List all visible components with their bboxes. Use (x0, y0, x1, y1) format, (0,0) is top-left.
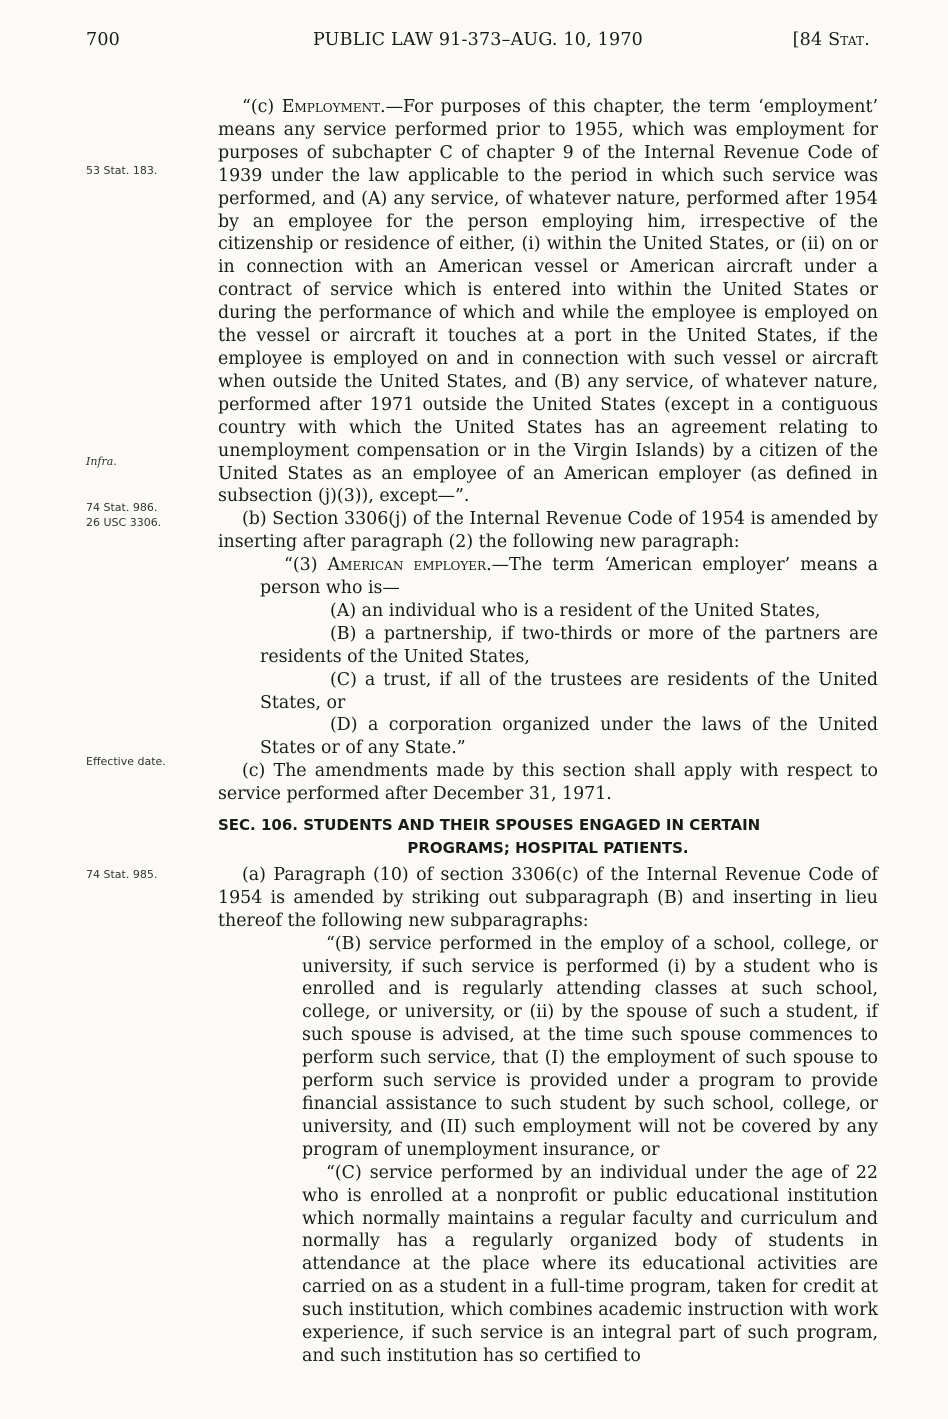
page-title: PUBLIC LAW 91-373–AUG. 10, 1970 (313, 30, 643, 50)
paragraph-section-b: (b) Section 3306(j) of the Internal Revenue Code of 1954 is amended by inserting after paragraph (2) the following new paragraph: (218, 509, 878, 553)
clause-a: (A) an individual who is a resident of the United States, (330, 600, 821, 621)
subparagraph-b: “(B) service performed in the employ of a school, college, or university, if such service is performed (i) by a student who is enrolled and is regularly attending classes at such school, college, or university, or (ii) by the spouse of such a student, if such spouse is advised, at the time such spouse commences to perform such service, that (I) the employment of such spouse to perform such service is provided under a program to provide financial assistance to such student by such school, college, or university, and (II) such employment will not be covered by any program of unemployment insurance, or (302, 933, 878, 1160)
clause-b: (B) a partnership, if two-thirds or more of the partners are residents of the United States, (260, 623, 878, 667)
paragraph-caption: American employer. (327, 555, 492, 576)
section-heading-line: SEC. 106. STUDENTS AND THEIR SPOUSES ENGAGED IN CERTAIN (218, 816, 761, 835)
margin-note-74-stat-985: 74 Stat. 985. (86, 868, 158, 881)
clause-d: (D) a corporation organized under the laws of the United States or of any State.” (260, 715, 878, 759)
paragraph-caption: Employment. (281, 97, 386, 117)
paragraph-section-c: (c) The amendments made by this section shall apply with respect to service performed after December 31, 1971. (218, 761, 878, 805)
paragraph-text: —For purposes of this chapter, the term ‘employment’ means any service performed prior to 1955, which was employment for purposes of subchapter C of chapter 9 of the Internal Revenue Code of 1939 under the law applicable to the period in which such service was performed, and (A) any service, of whatever nature, performed after 1954 by an employee for the person employing him, irrespective of the citizenship or residence of either, (i) within the United States, or (ii) on or in connection with an American vessel or American aircraft under a contract of service which is entered into within the United States or during the performance of which and while the employee is employed on the vessel or aircraft it touches at a port in the United States, if the employee is employed on and in connection with such vessel or aircraft when outside the United States, and (B) any service, of whatever nature, performed after 1971 outside the United States (except in a contiguous country with which the United States has an agreement relating to unemployment compensation or in the Virgin Islands) by a citizen of the United States as an employee of an American employer (as defined in subsection (j)(3)), except—”. (218, 97, 878, 507)
margin-note-53-stat: 53 Stat. 183. (86, 164, 158, 177)
running-header (86, 30, 870, 60)
paragraph-text: —The term ‘American employer’ means a person who is— (260, 555, 878, 599)
statute-volume: [84 Stat. (792, 30, 870, 50)
subparagraph-c: “(C) service performed by an individual under the age of 22 who is enrolled at a nonprofit or public educational institution which normally maintains a regular faculty and curriculum and normally has a regularly organized body of students in attendance at the place where its educational activities are carried on as a student in a full-time program, taken for credit at such institution, which combines academic instruction with work experience, if such service is an integral part of such program, and such institution has so certified to (302, 1162, 878, 1366)
margin-note-infra: Infra. (86, 455, 117, 468)
margin-note-line: 74 Stat. 986. (86, 501, 158, 514)
section-heading (218, 814, 878, 860)
paragraph-section-106-a: (a) Paragraph (10) of section 3306(c) of the Internal Revenue Code of 1954 is amended by striking out subparagraph (B) and inserting in lieu thereof the following new subparagraphs: (218, 864, 878, 931)
paragraph-employment-definition (218, 96, 878, 508)
paragraph-american-employer (218, 554, 878, 600)
margin-note-74-stat-986 (86, 500, 194, 530)
clause-c: (C) a trust, if all of the trustees are residents of the United States, or (260, 669, 878, 713)
margin-note-effective-date: Effective date. (86, 755, 166, 768)
document-body (218, 96, 878, 1368)
paragraph-lead: “(c) (242, 97, 282, 117)
page-number: 700 (86, 30, 121, 50)
section-heading-line: PROGRAMS; HOSPITAL PATIENTS. (407, 839, 689, 857)
paragraph-lead: “(3) (284, 555, 328, 576)
margin-note-line: 26 USC 3306. (86, 516, 162, 529)
